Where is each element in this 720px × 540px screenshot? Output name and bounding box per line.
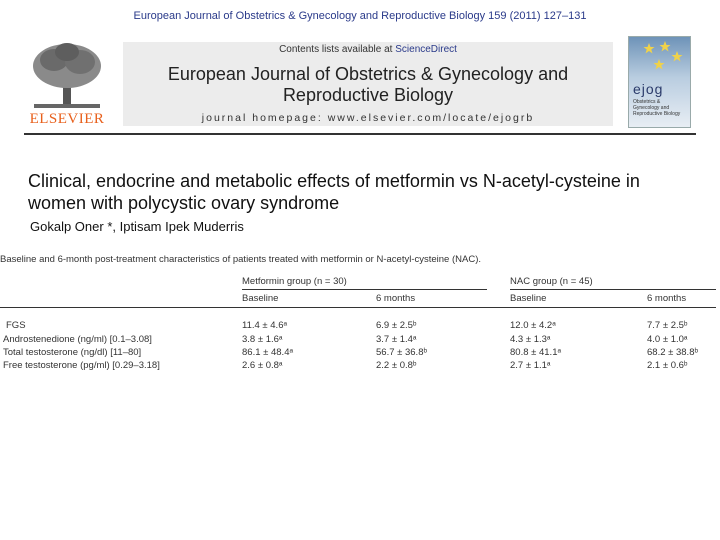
table-cell: 11.4 ± 4.6ᵃ [242, 320, 288, 331]
sciencedirect-link[interactable]: ScienceDirect [395, 44, 457, 55]
group1-underline [242, 289, 487, 290]
table-cell: 2.2 ± 0.8ᵇ [376, 360, 417, 371]
subheader-6months-2: 6 months [647, 293, 687, 304]
table-cell: 4.0 ± 1.0ᵃ [647, 334, 688, 345]
table-cell: 12.0 ± 4.2ᵃ [510, 320, 556, 331]
contents-line [123, 44, 613, 55]
journal-name-line1: European Journal of Obstetrics & Gynecology and [167, 64, 569, 84]
journal-masthead [123, 42, 613, 126]
article-title-line1: Clinical, endocrine and metabolic effects of metformin vs N-acetyl-cysteine in [28, 171, 640, 191]
table-cell: 2.1 ± 0.6ᵇ [647, 360, 688, 371]
journal-citation: European Journal of Obstetrics & Gynecology and Reproductive Biology 159 (2011) 127–131 [133, 10, 587, 22]
journal-homepage[interactable]: journal homepage: www.elsevier.com/locate/ejogrb [201, 112, 535, 124]
group2-underline [510, 289, 716, 290]
row-label: Androstenedione (ng/ml) [0.1–3.08] [3, 334, 152, 345]
table-cell: 7.7 ± 2.5ᵇ [647, 320, 688, 331]
cover-title: ejog [633, 81, 664, 97]
subheader-6months-1: 6 months [376, 293, 416, 304]
article-title [28, 170, 708, 214]
subheader-baseline-2: Baseline [510, 293, 547, 304]
table-cell: 4.3 ± 1.3ᵃ [510, 334, 551, 345]
table-caption: Baseline and 6-month post-treatment characteristics of patients treated with metformin or N-acetyl-cysteine (NAC). [0, 254, 481, 265]
header-divider [24, 133, 696, 135]
header-underline [0, 307, 716, 308]
journal-name-line2: Reproductive Biology [282, 85, 454, 105]
cover-subtitle: Obstetrics & Gynecology and Reproductive Biology [633, 99, 681, 117]
table-cell: 3.7 ± 1.4ᵃ [376, 334, 417, 345]
group2-header: NAC group (n = 45) [510, 276, 593, 287]
subheader-baseline-1: Baseline [242, 293, 279, 304]
article-authors: Gokalp Oner *, Iptisam Ipek Muderris [30, 219, 244, 234]
table-cell: 68.2 ± 38.8ᵇ [647, 347, 699, 358]
journal-name [123, 64, 613, 106]
row-label: FGS [6, 320, 26, 331]
table-cell: 6.9 ± 2.5ᵇ [376, 320, 417, 331]
table-cell: 80.8 ± 41.1ᵃ [510, 347, 562, 358]
publisher-name: ELSEVIER [29, 111, 105, 127]
table-cell: 56.7 ± 36.8ᵇ [376, 347, 428, 358]
table-cell: 3.8 ± 1.6ᵃ [242, 334, 283, 345]
table-cell: 2.7 ± 1.1ᵃ [510, 360, 551, 371]
row-label: Total testosterone (ng/dl) [11–80] [3, 347, 142, 358]
contents-prefix: Contents lists available at [279, 44, 396, 55]
journal-cover [628, 36, 691, 128]
table-cell: 86.1 ± 48.4ᵃ [242, 347, 294, 358]
table-cell: 2.6 ± 0.8ᵃ [242, 360, 283, 371]
elsevier-logo [24, 40, 110, 128]
elsevier-tree-icon [24, 40, 110, 110]
group1-header: Metformin group (n = 30) [242, 276, 347, 287]
row-label: Free testosterone (pg/ml) [0.29–3.18] [3, 360, 160, 371]
article-title-line2: women with polycystic ovary syndrome [28, 193, 340, 213]
stars-icon [629, 37, 690, 77]
